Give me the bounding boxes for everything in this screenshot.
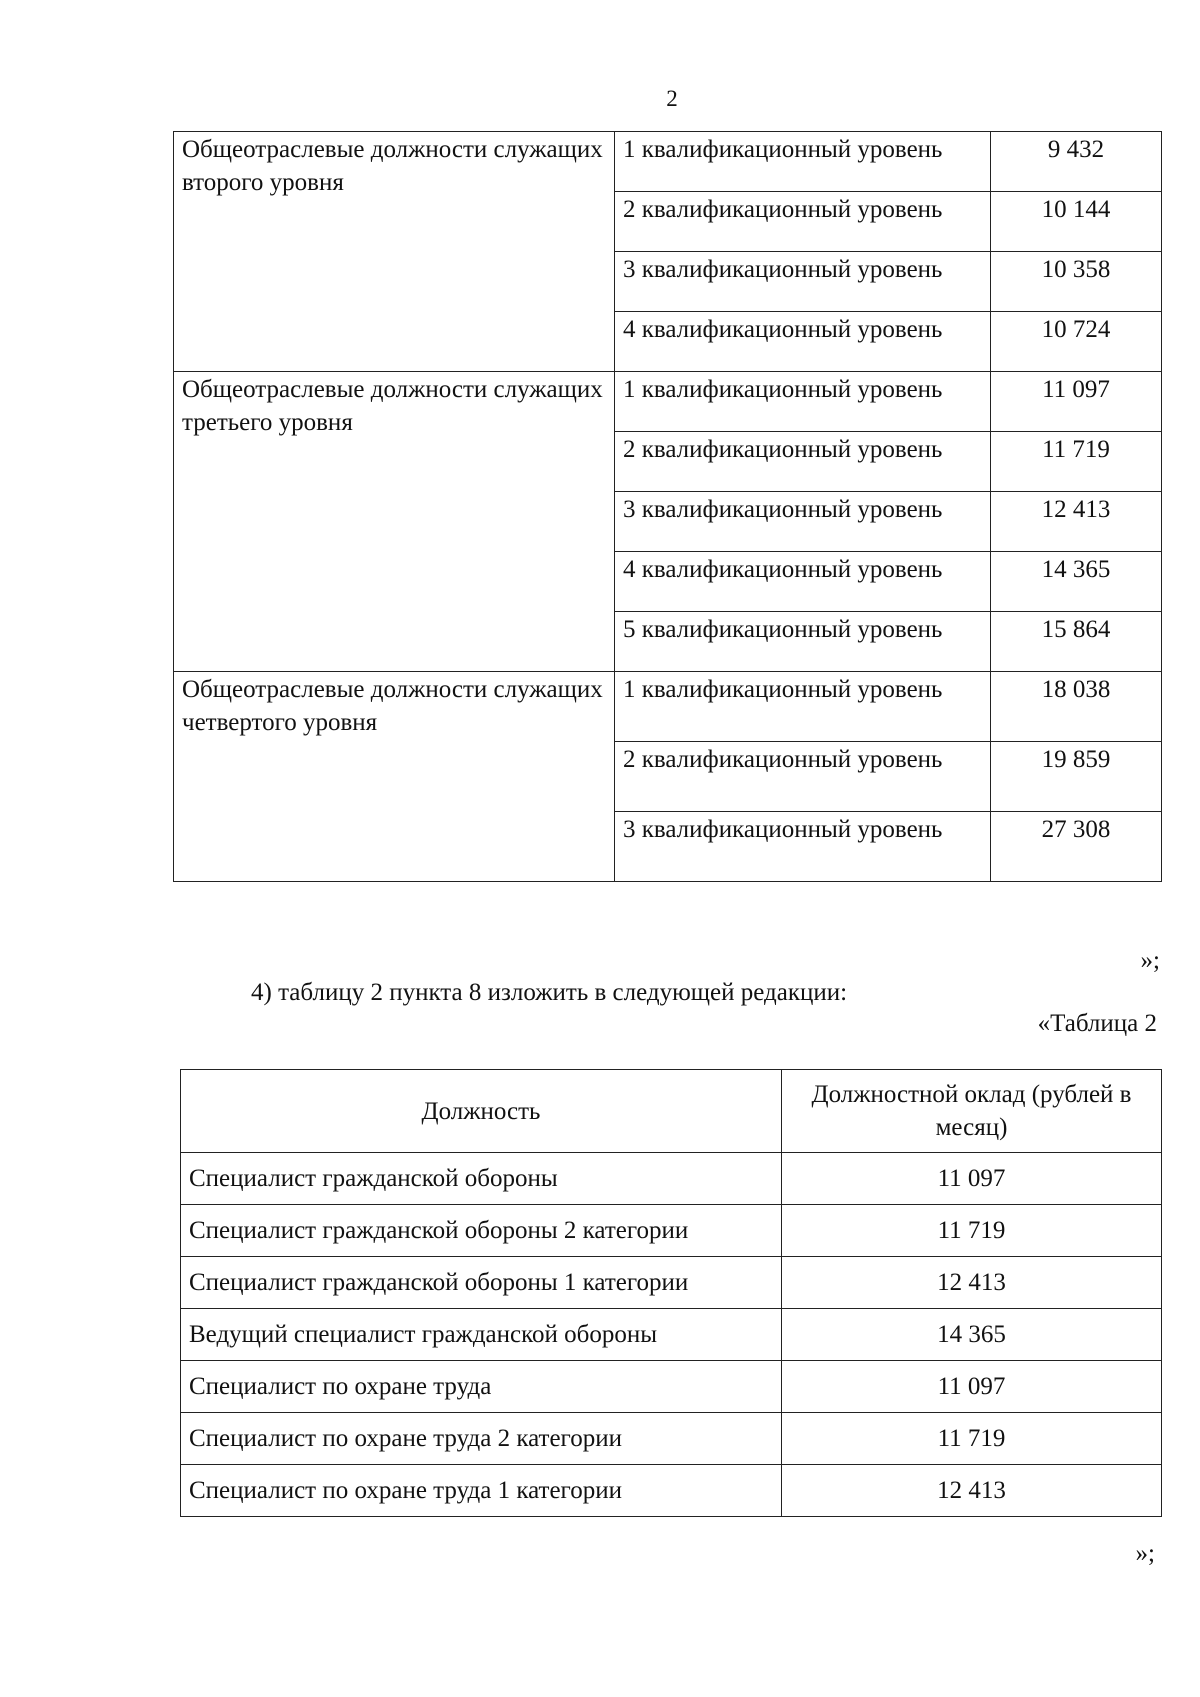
salary-cell: 14 365 (782, 1309, 1162, 1361)
salary-cell: 9 432 (991, 132, 1162, 192)
table-row (181, 1413, 1162, 1465)
salary-cell: 11 097 (782, 1153, 1162, 1205)
level-cell: 2 квалификационный уровень (615, 742, 991, 812)
salary-cell: 12 413 (991, 492, 1162, 552)
positions-salary-table (180, 1069, 1162, 1517)
level-cell: 3 квалификационный уровень (615, 252, 991, 312)
table-row (181, 1257, 1162, 1309)
salary-cell: 10 358 (991, 252, 1162, 312)
salary-cell: 11 719 (782, 1413, 1162, 1465)
salary-cell: 11 097 (991, 372, 1162, 432)
closing-quote: »; (1140, 947, 1160, 974)
salary-cell: 14 365 (991, 552, 1162, 612)
group-cell: Общеотраслевые должности служащих третьего уровня (174, 372, 615, 672)
table-row (181, 1153, 1162, 1205)
level-cell: 4 квалификационный уровень (615, 552, 991, 612)
salary-cell: 12 413 (782, 1465, 1162, 1517)
table-row (181, 1465, 1162, 1517)
level-cell: 3 квалификационный уровень (615, 812, 991, 882)
salary-cell: 27 308 (991, 812, 1162, 882)
level-cell: 1 квалификационный уровень (615, 132, 991, 192)
group-cell: Общеотраслевые должности служащих четвертого уровня (174, 672, 615, 882)
salary-levels-table (173, 131, 1162, 882)
column-header-salary: Должностной оклад (рублей в месяц) (782, 1070, 1162, 1153)
table-row (181, 1309, 1162, 1361)
table-row (174, 132, 1162, 192)
amendment-paragraph: 4) таблицу 2 пункта 8 изложить в следующей редакции: (251, 979, 848, 1006)
salary-cell: 19 859 (991, 742, 1162, 812)
salary-cell: 11 719 (782, 1205, 1162, 1257)
level-cell: 1 квалификационный уровень (615, 372, 991, 432)
salary-cell: 10 724 (991, 312, 1162, 372)
salary-cell: 12 413 (782, 1257, 1162, 1309)
position-cell: Специалист по охране труда (181, 1361, 782, 1413)
level-cell: 1 квалификационный уровень (615, 672, 991, 742)
salary-cell: 11 097 (782, 1361, 1162, 1413)
table-header-row (181, 1070, 1162, 1153)
table-caption: «Таблица 2 (1037, 1010, 1157, 1037)
column-header-position: Должность (181, 1070, 782, 1153)
salary-cell: 11 719 (991, 432, 1162, 492)
group-cell: Общеотраслевые должности служащих второго уровня (174, 132, 615, 372)
salary-cell: 10 144 (991, 192, 1162, 252)
position-cell: Специалист гражданской обороны 2 категории (181, 1205, 782, 1257)
position-cell: Специалист гражданской обороны (181, 1153, 782, 1205)
position-cell: Специалист по охране труда 2 категории (181, 1413, 782, 1465)
level-cell: 5 квалификационный уровень (615, 612, 991, 672)
salary-cell: 15 864 (991, 612, 1162, 672)
position-cell: Ведущий специалист гражданской обороны (181, 1309, 782, 1361)
level-cell: 4 квалификационный уровень (615, 312, 991, 372)
table-row (174, 372, 1162, 432)
table-row (181, 1205, 1162, 1257)
level-cell: 3 квалификационный уровень (615, 492, 991, 552)
level-cell: 2 квалификационный уровень (615, 432, 991, 492)
page-number: 2 (666, 86, 678, 111)
position-cell: Специалист гражданской обороны 1 категории (181, 1257, 782, 1309)
table-row (181, 1361, 1162, 1413)
level-cell: 2 квалификационный уровень (615, 192, 991, 252)
closing-quote: »; (1135, 1540, 1155, 1567)
position-cell: Специалист по охране труда 1 категории (181, 1465, 782, 1517)
salary-cell: 18 038 (991, 672, 1162, 742)
table-row (174, 672, 1162, 742)
